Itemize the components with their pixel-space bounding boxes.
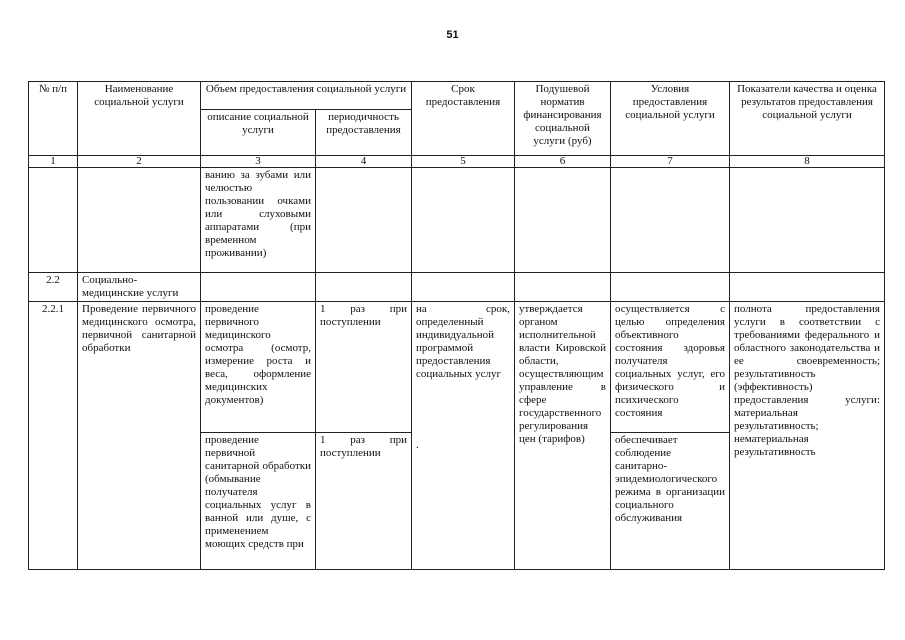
description-sanitary-treatment: проведение первичной санитарной обработки (обмывание получателя социальных услуг в ванной или душе, с применением моющих средств при (201, 433, 316, 570)
section-title: Социально-медицинские услуги (78, 273, 201, 302)
header-term: Срок предоставления (412, 82, 515, 156)
header-row (29, 82, 885, 110)
table-row (29, 273, 885, 302)
header-volume: Объем предоставления социальной услуги (201, 82, 412, 110)
header-service-name: Наименование социальной услуги (78, 82, 201, 156)
row-number: 2.2.1 (29, 302, 78, 570)
col-number-8: 8 (730, 156, 885, 168)
periodicity-sanitary-treatment: 1 раз при поступлении (316, 433, 412, 570)
social-services-table (28, 81, 885, 570)
header-conditions: Условия предоставления социальной услуги (611, 82, 730, 156)
periodicity-medical-exam: 1 раз при поступлении (316, 302, 412, 433)
description-medical-exam: проведение первичного медицинского осмотра (осмотр, измерение роста и веса, оформление медицинских документов) (201, 302, 316, 433)
col-number-2: 2 (78, 156, 201, 168)
header-funding-norm: Подушевой норматив финансирования социальной услуги (руб) (515, 82, 611, 156)
service-term-text: на срок, определенный индивидуальной программой предоставления социальных услуг (416, 303, 510, 380)
col-number-4: 4 (316, 156, 412, 168)
table-row (29, 168, 885, 273)
funding-norm: утверждается органом исполнительной власти Кировской области, осуществляющим управление в сфере государственного регулирования цен (тарифов) (515, 302, 611, 570)
col-number-3: 3 (201, 156, 316, 168)
stray-mark: . (416, 439, 419, 451)
service-term (412, 302, 515, 570)
col-number-6: 6 (515, 156, 611, 168)
header-number: № п/п (29, 82, 78, 156)
condition-medical-exam: осуществляется с целью определения объективного состояния здоровья получателя социальных услуг, его физического и психического состояния (611, 302, 730, 433)
col-number-7: 7 (611, 156, 730, 168)
header-periodicity: периодичность предоставления (316, 110, 412, 156)
row-number: 2.2 (29, 273, 78, 302)
continued-description: ванию за зубами или челюстью пользовании очками или слуховыми аппаратами (при временном проживании) (201, 168, 316, 273)
column-number-row (29, 156, 885, 168)
condition-sanitary-treatment: обеспечивает соблюдение санитарно-эпидемиологического режима в организации социального обслуживания (611, 433, 730, 570)
page-number: 51 (446, 29, 459, 41)
col-number-5: 5 (412, 156, 515, 168)
quality-indicators: полнота предоставления услуги в соответствии с требованиями федерального и областного законодательства и ее своевременность; результативность (эффективность) предоставления услуги: материальная результативность; нематериальная результативность (730, 302, 885, 570)
table-row (29, 302, 885, 433)
header-description: описание социальной услуги (201, 110, 316, 156)
col-number-1: 1 (29, 156, 78, 168)
service-name: Проведение первичного медицинского осмотра, первичной санитарной обработки (78, 302, 201, 570)
header-quality-indicators: Показатели качества и оценка результатов предоставления социальной услуги (730, 82, 885, 156)
